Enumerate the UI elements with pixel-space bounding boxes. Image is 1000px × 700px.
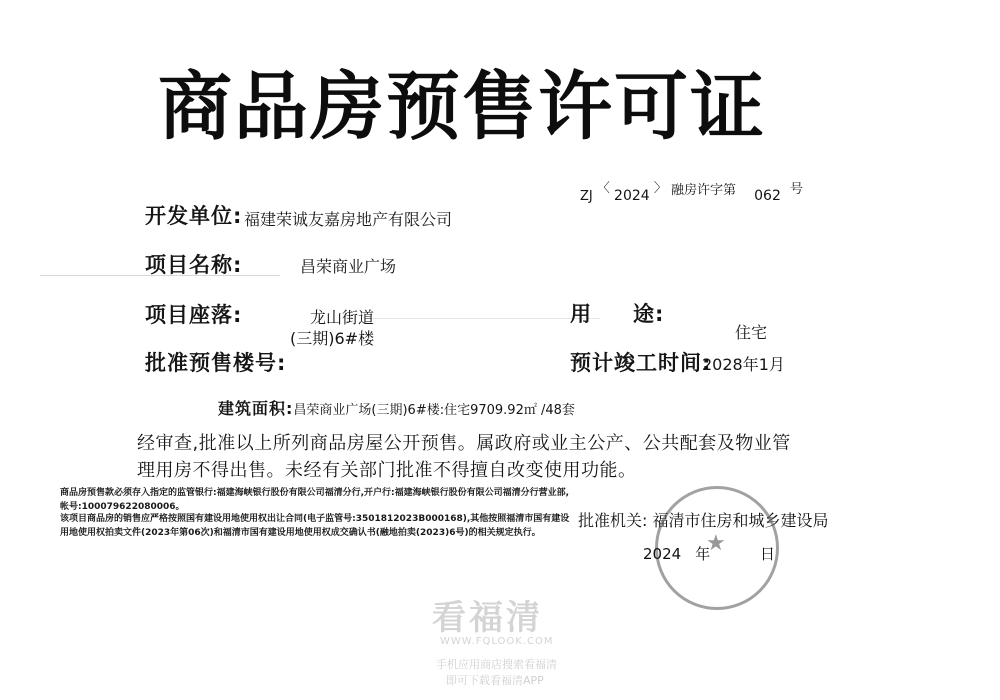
area-row (218, 396, 575, 419)
date-day-suffix: 日 (760, 545, 776, 563)
completion-label: 预计竣工时间: (570, 351, 712, 375)
usage-label-part1: 用 (570, 302, 592, 326)
authority-value: 福清市住房和城乡建设局 (652, 511, 829, 530)
developer-label: 开发单位: (145, 204, 243, 228)
scan-artifact-line (370, 318, 600, 319)
date-year-suffix: 年 (695, 545, 711, 563)
escrow-bank-note: 商品房预售款必须存入指定的监管银行:福建海峡银行股份有限公司福清分行,开户行:福建海峡银行股份有限公司福清分行营业部,帐号:100079622080006。 (60, 488, 570, 512)
location-value-line2: (三期)6#楼 (290, 329, 375, 348)
location-value-line1: 龙山街道 (310, 308, 375, 327)
usage-label-part2: 途: (633, 302, 665, 326)
completion-value: 2028年1月 (702, 355, 785, 374)
permit-year-open: 〈 (596, 181, 610, 196)
permit-number (580, 181, 781, 204)
document-title: 商品房预售许可证 (158, 64, 766, 150)
permit-year: 2024 (614, 188, 650, 204)
usage-value: 住宅 (735, 323, 768, 342)
watermark-line2: 即可下载看福清APP (446, 674, 544, 687)
area-label: 建筑面积: (218, 399, 294, 418)
authority-label: 批准机关: (578, 511, 648, 530)
watermark-brand: 看福清 (432, 598, 543, 638)
issue-date (643, 543, 710, 564)
permit-number-value: 062 (754, 188, 781, 204)
developer-value: 福建荣诚友嘉房地产有限公司 (244, 210, 453, 229)
permit-prefix: ZJ (580, 189, 593, 204)
star-icon: ★ (706, 531, 726, 556)
date-year: 2024 (643, 545, 682, 563)
permit-middle: 融房许字第 (670, 183, 736, 198)
watermark-url: WWW.FQLOOK.COM (440, 636, 554, 647)
area-value: 昌荣商业广场(三期)6#楼:住宅9709.92㎡ /48套 (293, 403, 575, 418)
approval-statement: 经审查,批准以上所列商品房屋公开预售。属政府或业主公产、公共配套及物业管理用房不得出售。未经有关部门批准不得擅自改变使用功能。 (137, 433, 791, 481)
location-label: 项目座落: (145, 303, 243, 327)
permit-year-close: 〉 (653, 181, 667, 196)
land-use-note: 该项目商品房的销售应严格按照国有建设用地使用权出让合同(电子监管号:3501812023B000168),其他按照福清市国有建设用地使用权拍卖文件(2023年第06次)和福清市国有建设用地使用权成交确认书(融地拍卖(2023)6号)的相关规定执行。 (60, 514, 570, 538)
watermark-line1: 手机应用商店搜索看福清 (436, 658, 557, 671)
project-name-value: 昌荣商业广场 (300, 257, 397, 276)
approved-buildings-label: 批准预售楼号: (145, 351, 287, 375)
project-name-label: 项目名称: (145, 253, 243, 277)
permit-suffix: 号 (790, 182, 804, 197)
